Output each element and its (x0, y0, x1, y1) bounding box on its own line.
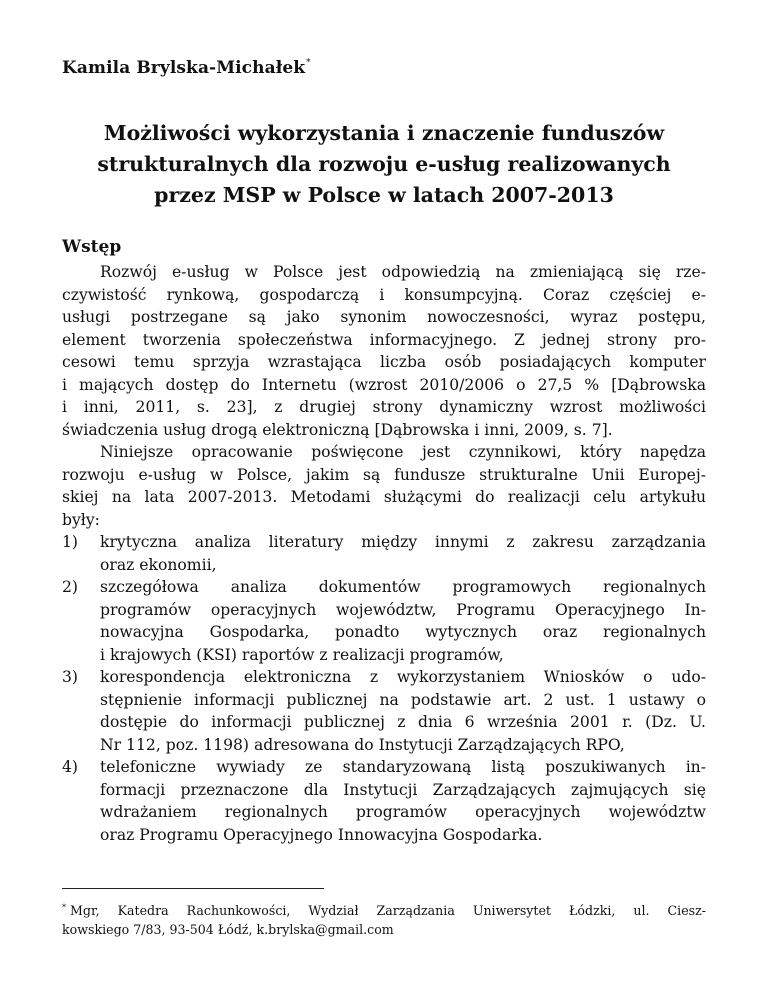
list-line: telefoniczne wywiady ze standaryzowaną listą poszukiwanych in- (100, 758, 706, 776)
list-line: krytyczna analiza literatury między innymi z zakresu zarządzania (100, 533, 706, 551)
list-number: 3) (62, 668, 79, 686)
paragraph-line: cesowi temu sprzyja wzrastająca liczba osób posiadających komputer (62, 353, 706, 371)
paragraph-line: usługi postrzegane są jako synonim nowoczesności, wyraz postępu, (62, 308, 706, 326)
paragraph-line: Niniejsze opracowanie poświęcone jest czynnikowi, który napędza (100, 443, 706, 461)
article-title (62, 118, 706, 211)
list-line: korespondencja elektroniczna z wykorzystaniem Wniosków o udo- (100, 668, 706, 686)
footnote (62, 898, 706, 939)
paragraph-line: czywistość rynkową, gospodarczą i konsumpcyjną. Coraz częściej e- (62, 285, 706, 304)
title-line: przez MSP w Polsce w latach 2007-2013 (154, 183, 614, 207)
section-heading: Wstęp (62, 237, 122, 257)
list-item (62, 576, 706, 666)
list-item (62, 756, 706, 846)
footnote-text: Mgr, Katedra Rachunkowości, Wydział Zarządzania Uniwersytet Łódzki, ul. Ciesz- (70, 903, 706, 918)
author-line (62, 58, 311, 78)
footnote-line: kowskiego 7/83, 93-504 Łódź, k.brylska@gmail.com (62, 922, 394, 937)
list-number: 2) (62, 578, 79, 596)
paragraph-line: świadczenia usług drogą elektroniczną [Dąbrowska i inni, 2009, s. 7]. (62, 420, 613, 439)
list-item (62, 666, 706, 756)
list-line: i krajowych (KSI) raportów z realizacji programów, (100, 645, 504, 664)
list-line: dostępie do informacji publicznej z dnia 6 września 2001 r. (Dz. U. (100, 713, 706, 731)
list-line: Nr 112, poz. 1198) adresowana do Instytucji Zarządzających RPO, (100, 735, 625, 754)
body-text (62, 261, 706, 846)
list-line: stępnienie informacji publicznej na podstawie art. 2 ust. 1 ustawy o (100, 690, 706, 709)
list-line: formacji przeznaczone dla Instytucji Zarządzających zajmujących się (100, 780, 706, 799)
list-line: programów operacyjnych województw, Programu Operacyjnego In- (100, 600, 706, 619)
paragraph-line: były: (62, 510, 100, 529)
footnote-line (62, 898, 706, 920)
paragraph-line: Rozwój e-usług w Polsce jest odpowiedzią na zmieniającą się rze- (100, 263, 706, 281)
list-line: nowacyjna Gospodarka, ponadto wytycznych oraz regionalnych (100, 623, 706, 641)
list-number: 1) (62, 533, 79, 551)
author-name: Kamila Brylska-Michałek (62, 58, 306, 78)
paragraph-line: element tworzenia społeczeństwa informacyjnego. Z jednej strony pro- (62, 330, 706, 349)
list-line: oraz ekonomii, (100, 555, 217, 574)
list-line: wdrażaniem regionalnych programów operacyjnych województw (100, 803, 706, 821)
paragraph-line: i mających dostęp do Internetu (wzrost 2010/2006 o 27,5 % [Dąbrowska (62, 375, 706, 394)
paragraph-line: i inni, 2011, s. 23], z drugiej strony dynamiczny wzrost możliwości (62, 398, 706, 416)
paragraph-line: skiej na lata 2007-2013. Metodami służącymi do realizacji celu artykułu (62, 488, 706, 506)
footnote-mark: * (62, 903, 66, 912)
footnote-divider (62, 888, 324, 889)
list-number: 4) (62, 758, 79, 776)
author-footnote-mark: * (306, 58, 311, 68)
title-line: Możliwości wykorzystania i znaczenie funduszów (103, 121, 665, 145)
list-line: oraz Programu Operacyjnego Innowacyjna Gospodarka. (100, 825, 543, 844)
list-line: szczegółowa analiza dokumentów programowych regionalnych (100, 578, 706, 596)
paragraph-line: rozwoju e-usług w Polsce, jakim są fundusze strukturalne Unii Europej- (62, 465, 706, 484)
title-line: strukturalnych dla rozwoju e-usług realizowanych (97, 152, 671, 176)
list-item (62, 531, 706, 576)
